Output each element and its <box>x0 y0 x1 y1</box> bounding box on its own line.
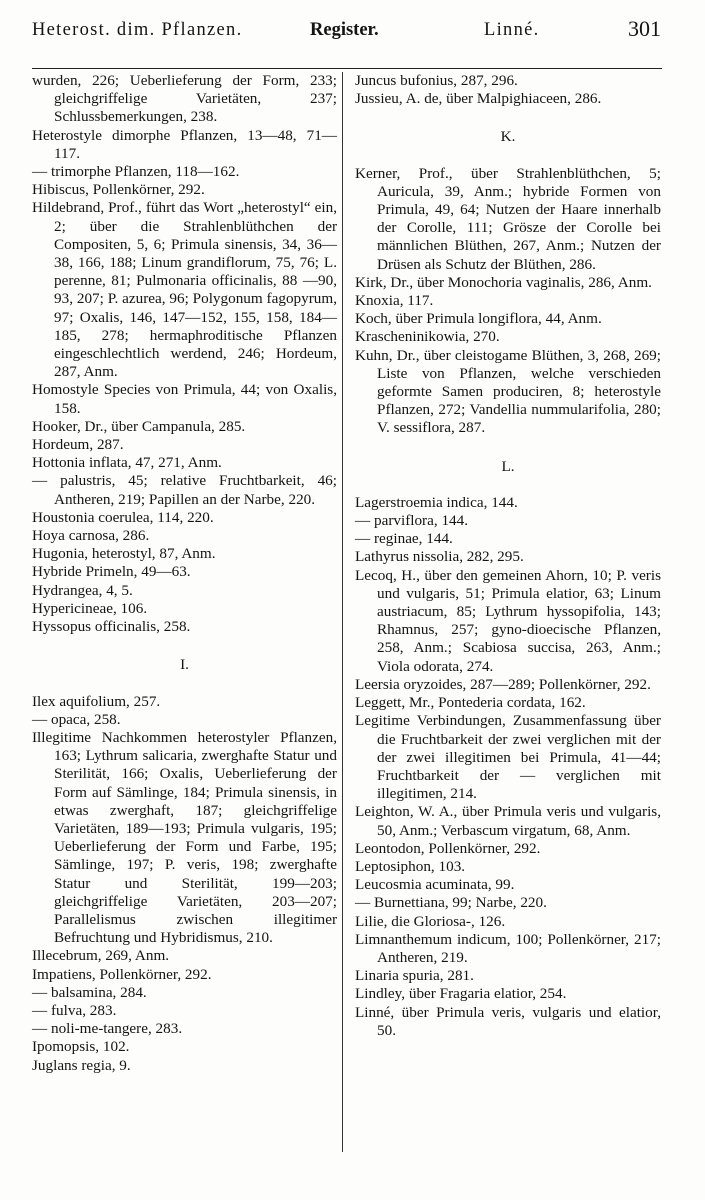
header-left-title: Heterost. dim. Pflanzen. <box>32 20 243 40</box>
column-divider <box>342 72 343 1152</box>
index-entry: Juglans regia, 9. <box>32 1056 131 1074</box>
index-entry: Linaria spuria, 281. <box>355 967 474 985</box>
index-entry: Limnanthemum indicum, 100; Pollenkörner, 217; Antheren, 219. <box>355 930 661 966</box>
index-entry: — fulva, 283. <box>32 1001 117 1019</box>
page-number: 301 <box>628 16 661 41</box>
index-section-letter: K. <box>500 128 516 146</box>
index-entry: Illecebrum, 269, Anm. <box>32 947 170 965</box>
index-entry: Juncus bufonius, 287, 296. <box>355 72 518 89</box>
header-rule <box>32 68 662 69</box>
running-header <box>32 12 661 48</box>
index-entry: Linné, über Primula veris, vulgaris und elatior, 50. <box>355 1003 661 1039</box>
index-entry: Hydrangea, 4, 5. <box>32 581 133 599</box>
index-entry: Heterostyle dimorphe Pflanzen, 13—48, 71—117. <box>32 126 337 162</box>
index-entry: Impatiens, Pollenkörner, 292. <box>32 965 212 983</box>
index-section-letter: L. <box>501 457 515 475</box>
index-entry: — noli-me-tangere, 283. <box>32 1020 183 1038</box>
index-column-right <box>355 72 661 1040</box>
index-entry: Hottonia inflata, 47, 271, Anm. <box>32 454 222 472</box>
index-entry: Ilex aquifolium, 257. <box>32 692 161 710</box>
index-entry: Hybride Primeln, 49—63. <box>32 563 191 581</box>
index-entry: Lagerstroemia indica, 144. <box>355 493 518 511</box>
index-entry: Kerner, Prof., über Strahlenblüthchen, 5; Auricula, 39, Anm.; hybride Formen von Primula, 49, 64; Nutzen der Haare innerhalb der Corolle, 111; Grösze der Corolle bei männlichen Blüthen, 267, Anm.; Nutzen der Drüsen als Schutz der Blüthen, 286. <box>355 164 661 273</box>
index-entry: Hibiscus, Pollenkörner, 292. <box>32 181 205 199</box>
index-entry: Houstonia coerulea, 114, 220. <box>32 508 214 526</box>
index-entry: Krascheninikowia, 270. <box>355 328 500 346</box>
index-entry: Hordeum, 287. <box>32 436 124 454</box>
index-entry: Lecoq, H., über den gemeinen Ahorn, 10; P. veris und vulgaris, 51; Primula elatior, 63; Linum austriacum, 85; Lythrum hyssopifolia, 143; Rhamnus, 257; gyno-dioecische Pflanzen, 258, Anm.; Scabiosa succisa, 263, Anm.; Viola odorata, 274. <box>355 566 661 675</box>
index-entry: Hooker, Dr., über Campanula, 285. <box>32 417 246 435</box>
index-entry: Leersia oryzoides, 287—289; Pollenkörner, 292. <box>355 675 651 693</box>
index-entry: — parviflora, 144. <box>355 512 469 530</box>
index-entry: Leucosmia acuminata, 99. <box>355 876 515 894</box>
index-section-letter: I. <box>180 656 189 674</box>
index-entry: Jussieu, A. de, über Malpighiaceen, 286. <box>355 90 602 108</box>
index-entry: Lathyrus nissolia, 282, 295. <box>355 548 524 566</box>
index-entry: Leptosiphon, 103. <box>355 857 466 875</box>
index-entry: Lilie, die Gloriosa-, 126. <box>355 912 506 930</box>
index-entry: Illegitime Nachkommen heterostyler Pflanzen, 163; Lythrum salicaria, zwerghafte Statur und Sterilität, 166; Oxalis, Ueberlieferung der Form auf Sämlinge, 184; Primula sinensis, in etwas zwerghaft, 187; gleichgriffelige Varietäten, 189—193; Primula vulgaris, 195; Ueberlieferung der Form und Farbe, 195; Sämlinge, 197; P. veris, 198; zwerghafte Statur und Sterilität, 199—203; gleichgriffelige Varietäten, 203—207; Parallelismus zwischen illegitimer Befruchtung und Hybridismus, 210. <box>32 728 337 947</box>
index-entry: — balsamina, 284. <box>32 983 147 1001</box>
index-entry: Hoya carnosa, 286. <box>32 527 150 545</box>
index-entry: — trimorphe Pflanzen, 118—162. <box>32 163 240 181</box>
index-entry: Ipomopsis, 102. <box>32 1038 130 1056</box>
index-entry: Hyssopus officinalis, 258. <box>32 618 191 636</box>
index-entry: Leggett, Mr., Pontederia cordata, 162. <box>355 694 586 712</box>
index-entry: Leontodon, Pollenkörner, 292. <box>355 839 541 857</box>
index-entry: Kuhn, Dr., über cleistogame Blüthen, 3, 268, 269; Liste von Pflanzen, welche verschieden geformte Samen produciren, 8; heterostyle Pflanzen, 272; Vandellia nummularifolia, 280; V. sessiflora, 287. <box>355 346 661 437</box>
index-entry: Homostyle Species von Primula, 44; von Oxalis, 158. <box>32 381 337 417</box>
header-section-title: Register. <box>310 20 379 40</box>
index-entry: wurden, 226; Ueberlieferung der Form, 233; gleichgriffelige Varietäten, 237; Schlussbemerkungen, 238. <box>32 72 337 126</box>
index-entry: — Burnettiana, 99; Narbe, 220. <box>355 894 547 912</box>
index-entry: Lindley, über Fragaria elatior, 254. <box>355 985 567 1003</box>
index-entry: Knoxia, 117. <box>355 292 434 310</box>
index-entry: Hypericineae, 106. <box>32 599 148 617</box>
index-entry: — palustris, 45; relative Fruchtbarkeit, 46; Antheren, 219; Papillen an der Narbe, 220. <box>32 472 337 508</box>
index-entry: Koch, über Primula longiflora, 44, Anm. <box>355 310 602 328</box>
index-entry: Leighton, W. A., über Primula veris und vulgaris, 50, Anm.; Verbascum virgatum, 68, Anm. <box>355 803 661 839</box>
index-column-left <box>32 72 337 1075</box>
index-entry: Hildebrand, Prof., führt das Wort „heterostyl“ ein, 2; über die Strahlenblüthchen der Compositen, 5, 6; Primula sinensis, 34, 36—38, 166, 188; Linum grandiflorum, 75, 76; L. perenne, 81; Pulmonaria officinalis, 88 —90, 93, 207; P. azurea, 96; Polygonum fagopyrum, 97; Oxalis, 146, 147—152, 155, 158, 184—185, 278; hermaphroditische Pflanzen eingeschlechtlich werdend, 246; Hordeum, 287, Anm. <box>32 199 337 381</box>
index-entry: — reginae, 144. <box>355 530 453 548</box>
header-right-title: Linné. <box>484 20 540 40</box>
index-entry: Kirk, Dr., über Monochoria vaginalis, 286, Anm. <box>355 273 652 291</box>
index-entry: Legitime Verbindungen, Zusammenfassung über die Fruchtbarkeit der zwei verglichen mit der der zwei illegitimen bei Primula, 41—44; Fruchtbarkeit der — verglichen mit illegitimen, 214. <box>355 712 661 803</box>
index-entry: Hugonia, heterostyl, 87, Anm. <box>32 545 216 563</box>
index-entry: — opaca, 258. <box>32 710 121 728</box>
